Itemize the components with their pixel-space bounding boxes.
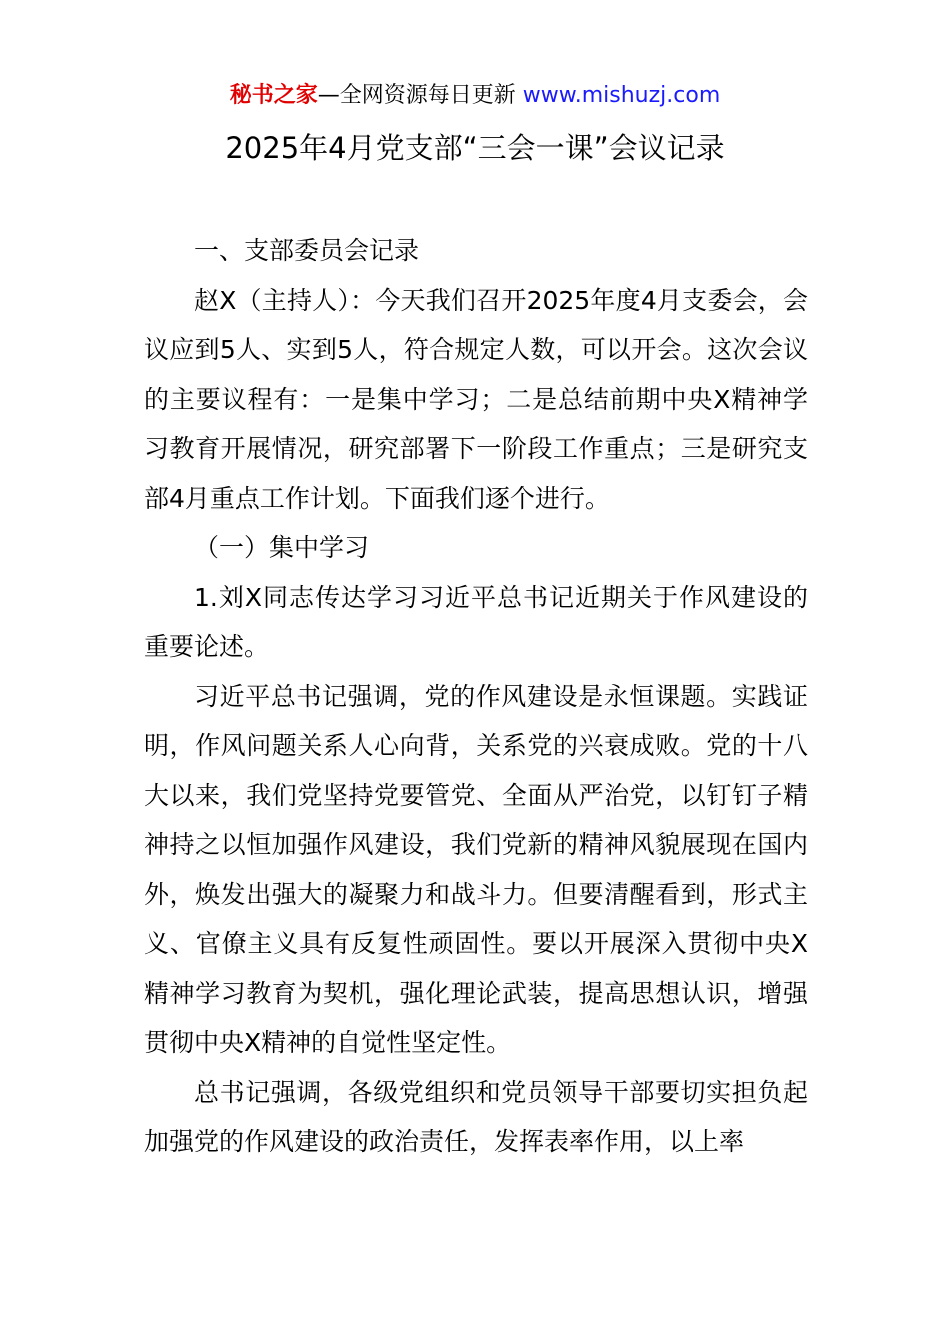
document-body <box>144 226 808 1167</box>
body-paragraph: 习近平总书记强调，党的作风建设是永恒课题。实践证明，作风问题关系人心向背，关系党的兴衰成败。党的十八大以来，我们党坚持党要管党、全面从严治党，以钉钉子精神持之以恒加强作风建设，我们党新的精神风貌展现在国内外，焕发出强大的凝聚力和战斗力。但要清醒看到，形式主义、官僚主义具有反复性顽固性。要以开展深入贯彻中央X精神学习教育为契机，强化理论武装，提高思想认识，增强贯彻中央X精神的自觉性坚定性。 <box>144 681 808 1057</box>
site-url-link[interactable]: www.mishuzj.com <box>522 83 721 108</box>
document-title: 2025年4月党支部“三会一课”会议记录 <box>225 131 725 165</box>
site-header <box>0 80 950 112</box>
body-paragraph: 赵X（主持人）：今天我们召开2025年度4月支委会，会议应到5人、实到5人，符合规定人数，可以开会。这次会议的主要议程有：一是集中学习；二是总结前期中央X精神学习教育开展情况，研究部署下一阶段工作重点；三是研究支部4月重点工作计划。下面我们逐个进行。 <box>144 285 808 513</box>
body-paragraph: 1.刘X同志传达学习习近平总书记近期关于作风建设的重要论述。 <box>144 582 808 661</box>
site-tagline: —全网资源每日更新 <box>317 83 523 108</box>
body-paragraph: 总书记强调，各级党组织和党员领导干部要切实担负起加强党的作风建设的政治责任，发挥表率作用，以上率 <box>144 1077 808 1156</box>
subsection-heading: （一）集中学习 <box>194 533 370 562</box>
site-brand: 秘书之家 <box>229 83 318 108</box>
section-heading: 一、支部委员会记录 <box>194 236 420 265</box>
